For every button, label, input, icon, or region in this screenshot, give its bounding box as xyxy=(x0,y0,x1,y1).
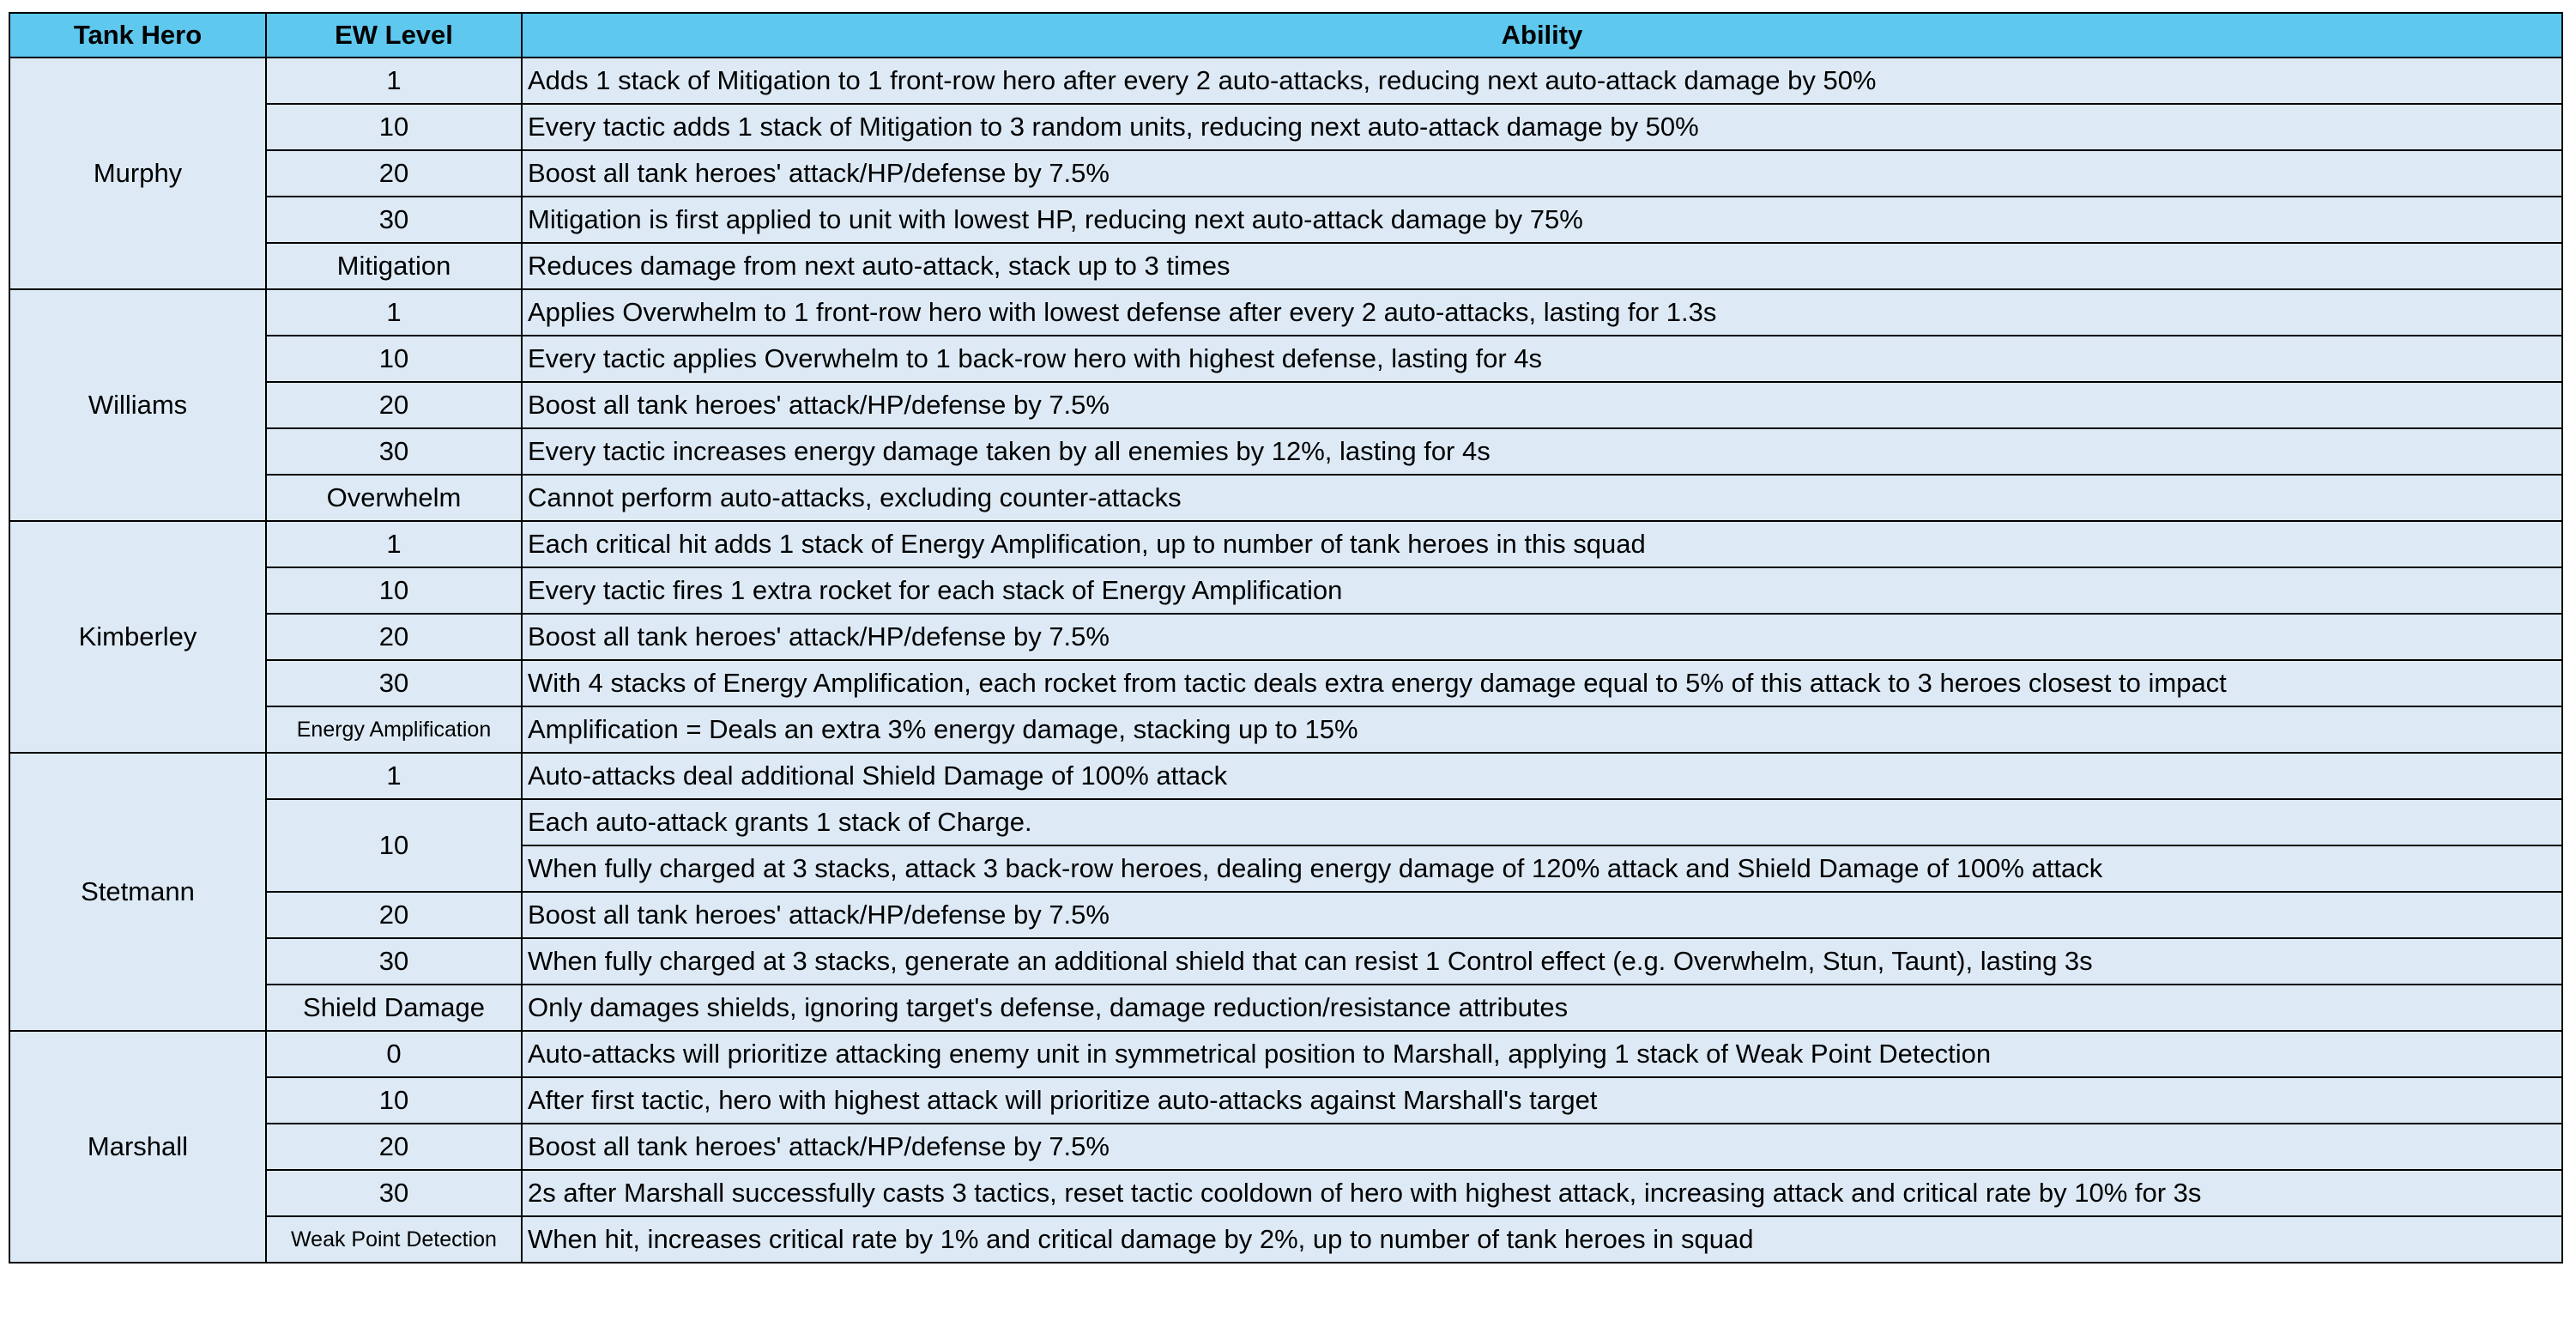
ew-level-cell: 1 xyxy=(266,753,522,799)
table-row xyxy=(9,799,2562,845)
ew-level-cell: 20 xyxy=(266,614,522,660)
table-row xyxy=(9,1077,2562,1124)
ew-level-cell: 20 xyxy=(266,150,522,197)
table-row xyxy=(9,1216,2562,1263)
ew-level-cell: 20 xyxy=(266,382,522,428)
ew-level-cell: Energy Amplification xyxy=(266,706,522,753)
table-row xyxy=(9,150,2562,197)
ew-level-cell: 20 xyxy=(266,1124,522,1170)
ability-cell: Every tactic fires 1 extra rocket for each stack of Energy Amplification xyxy=(522,567,2562,614)
ability-cell: Reduces damage from next auto-attack, stack up to 3 times xyxy=(522,243,2562,289)
table-row xyxy=(9,1170,2562,1216)
ew-level-cell: 1 xyxy=(266,58,522,104)
ew-level-cell: 30 xyxy=(266,660,522,706)
ability-cell: Boost all tank heroes' attack/HP/defense by 7.5% xyxy=(522,150,2562,197)
ew-level-cell: 10 xyxy=(266,1077,522,1124)
table-row xyxy=(9,197,2562,243)
table-row xyxy=(9,706,2562,753)
header-tank-hero: Tank Hero xyxy=(9,13,266,58)
ew-level-cell: 30 xyxy=(266,1170,522,1216)
ability-cell: When fully charged at 3 stacks, attack 3 back-row heroes, dealing energy damage of 120% attack and Shield Damage of 100% attack xyxy=(522,845,2562,892)
table-row xyxy=(9,614,2562,660)
table-row xyxy=(9,475,2562,521)
ability-cell: Every tactic adds 1 stack of Mitigation to 3 random units, reducing next auto-attack damage by 50% xyxy=(522,104,2562,150)
table-row xyxy=(9,985,2562,1031)
table-row xyxy=(9,1124,2562,1170)
table-row xyxy=(9,1031,2562,1077)
table-row xyxy=(9,428,2562,475)
table-row xyxy=(9,58,2562,104)
ability-cell: Only damages shields, ignoring target's defense, damage reduction/resistance attributes xyxy=(522,985,2562,1031)
ew-level-cell: 30 xyxy=(266,197,522,243)
ew-level-cell: 10 xyxy=(266,567,522,614)
ability-cell: Mitigation is first applied to unit with lowest HP, reducing next auto-attack damage by 75% xyxy=(522,197,2562,243)
ew-level-cell: 10 xyxy=(266,799,522,892)
ew-level-cell: 10 xyxy=(266,104,522,150)
table-row xyxy=(9,660,2562,706)
ew-level-cell: Weak Point Detection xyxy=(266,1216,522,1263)
ability-table-container xyxy=(9,12,2563,1263)
ability-cell: Boost all tank heroes' attack/HP/defense by 7.5% xyxy=(522,892,2562,938)
ability-cell: Boost all tank heroes' attack/HP/defense by 7.5% xyxy=(522,1124,2562,1170)
ability-cell: Each critical hit adds 1 stack of Energy Amplification, up to number of tank heroes in this squad xyxy=(522,521,2562,567)
ability-cell: Amplification = Deals an extra 3% energy damage, stacking up to 15% xyxy=(522,706,2562,753)
ew-level-cell: 10 xyxy=(266,336,522,382)
ew-level-cell: 1 xyxy=(266,521,522,567)
ew-level-cell: 30 xyxy=(266,428,522,475)
ability-cell: Boost all tank heroes' attack/HP/defense by 7.5% xyxy=(522,614,2562,660)
ew-level-cell: Overwhelm xyxy=(266,475,522,521)
table-row xyxy=(9,521,2562,567)
ability-cell: Cannot perform auto-attacks, excluding counter-attacks xyxy=(522,475,2562,521)
ew-level-cell: 30 xyxy=(266,938,522,985)
ability-cell: Adds 1 stack of Mitigation to 1 front-row hero after every 2 auto-attacks, reducing next auto-attack damage by 50% xyxy=(522,58,2562,104)
header-ew-level: EW Level xyxy=(266,13,522,58)
ability-cell: Boost all tank heroes' attack/HP/defense by 7.5% xyxy=(522,382,2562,428)
ability-cell: 2s after Marshall successfully casts 3 tactics, reset tactic cooldown of hero with highest attack, increasing attack and critical rate by 10% for 3s xyxy=(522,1170,2562,1216)
hero-name-williams: Williams xyxy=(9,289,266,521)
ability-cell: Auto-attacks will prioritize attacking enemy unit in symmetrical position to Marshall, applying 1 stack of Weak Point Detection xyxy=(522,1031,2562,1077)
table-row xyxy=(9,336,2562,382)
table-row xyxy=(9,892,2562,938)
table-row xyxy=(9,382,2562,428)
ability-cell: Every tactic applies Overwhelm to 1 back-row hero with highest defense, lasting for 4s xyxy=(522,336,2562,382)
tank-hero-ability-table xyxy=(9,12,2563,1263)
hero-name-kimberley: Kimberley xyxy=(9,521,266,753)
table-row xyxy=(9,938,2562,985)
ew-level-cell: Shield Damage xyxy=(266,985,522,1031)
ability-cell: Every tactic increases energy damage taken by all enemies by 12%, lasting for 4s xyxy=(522,428,2562,475)
ability-cell: When hit, increases critical rate by 1% and critical damage by 2%, up to number of tank heroes in squad xyxy=(522,1216,2562,1263)
ability-cell: With 4 stacks of Energy Amplification, each rocket from tactic deals extra energy damage equal to 5% of this attack to 3 heroes closest to impact xyxy=(522,660,2562,706)
table-row xyxy=(9,104,2562,150)
ew-level-cell: 0 xyxy=(266,1031,522,1077)
header-row xyxy=(9,13,2562,58)
hero-name-murphy: Murphy xyxy=(9,58,266,289)
ability-cell: When fully charged at 3 stacks, generate an additional shield that can resist 1 Control effect (e.g. Overwhelm, Stun, Taunt), lasting 3s xyxy=(522,938,2562,985)
header-ability: Ability xyxy=(522,13,2562,58)
table-row xyxy=(9,567,2562,614)
hero-name-stetmann: Stetmann xyxy=(9,753,266,1031)
ew-level-cell: 1 xyxy=(266,289,522,336)
table-row xyxy=(9,753,2562,799)
ability-cell: Auto-attacks deal additional Shield Damage of 100% attack xyxy=(522,753,2562,799)
ew-level-cell: 20 xyxy=(266,892,522,938)
ability-cell: Applies Overwhelm to 1 front-row hero with lowest defense after every 2 auto-attacks, lasting for 1.3s xyxy=(522,289,2562,336)
ew-level-cell: Mitigation xyxy=(266,243,522,289)
table-row xyxy=(9,243,2562,289)
ability-cell: Each auto-attack grants 1 stack of Charge. xyxy=(522,799,2562,845)
hero-name-marshall: Marshall xyxy=(9,1031,266,1263)
ability-cell: After first tactic, hero with highest attack will prioritize auto-attacks against Marshall's target xyxy=(522,1077,2562,1124)
table-row xyxy=(9,289,2562,336)
